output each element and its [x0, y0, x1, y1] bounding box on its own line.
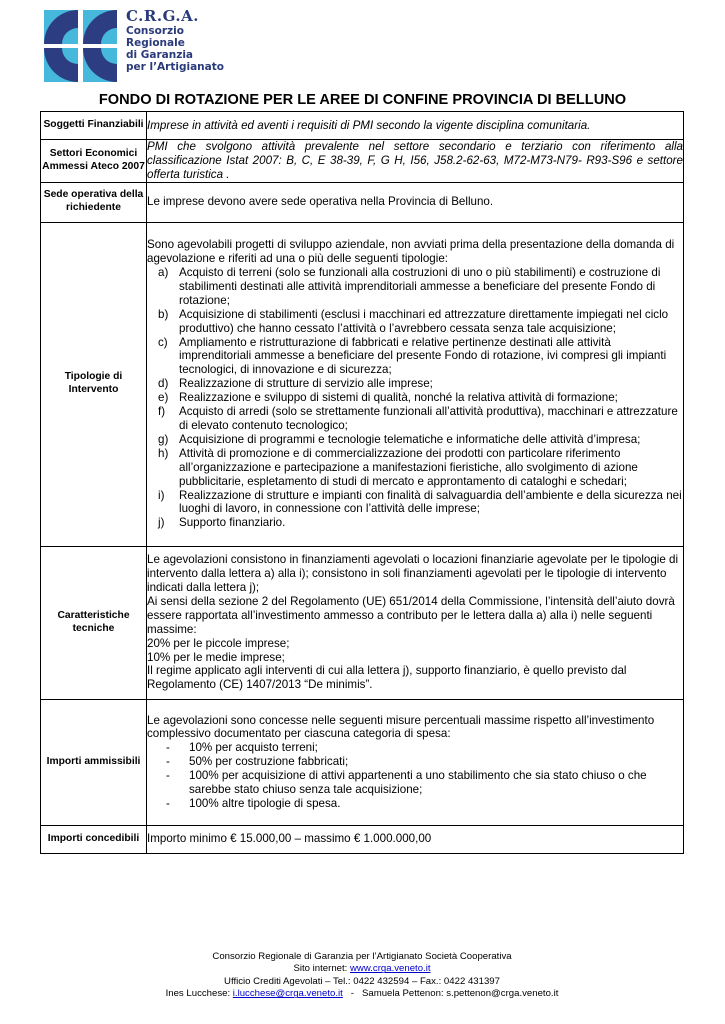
list-item	[147, 516, 683, 530]
row-label: Sede operativa della richiedente	[41, 182, 147, 222]
table-row	[41, 140, 684, 183]
paragraph: Le agevolazioni consistono in finanziamenti agevolati o locazioni finanziarie agevolate per le tipologie di intervento dalla lettera a) alla i); consistono in soli finanziamenti agevolati per le tipologie di intervento indicati dalla lettera j);	[147, 553, 679, 594]
table-row	[41, 546, 684, 699]
table-row	[41, 182, 684, 222]
soggetti-text: Imprese in attività ed aventi i requisiti di PMI secondo la vigente disciplina comunitaria.	[147, 112, 684, 140]
list-item-text: 10% per acquisto terreni;	[189, 741, 318, 755]
footer-website	[40, 963, 684, 975]
list-item-text: Acquisto di terreni (solo se funzionali alla costruzioni di uno o più stabilimenti) e costruzione di stabilimenti destinati alle attività imprenditoriali ammesse a beneficiare del presente Fondo di rotazione;	[179, 266, 661, 307]
website-link[interactable]: www.crga.veneto.it	[350, 963, 431, 975]
table-row	[41, 222, 684, 546]
paragraph: Ai sensi della sezione 2 del Regolamento (UE) 651/2014 della Commissione, l’intensità dell’aiuto dovrà essere rapportata all’investimento ammesso a contributo per le lettera dalla a) alla i) nelle seguenti massime:	[147, 594, 675, 636]
footer-people	[40, 988, 684, 1000]
tipologie-intro: Sono agevolabili progetti di sviluppo aziendale, non avviati prima della presentazione della domanda di agevolazione e riferiti ad una o più delle seguenti tipologie:	[147, 238, 675, 266]
footer-person-prefix: Ines Lucchese:	[165, 988, 233, 1000]
list-item-text: Realizzazione di strutture di servizio alle imprese;	[179, 377, 433, 391]
list-marker: -	[166, 741, 170, 755]
list-marker: -	[166, 796, 170, 810]
list-item	[147, 741, 683, 755]
logo-line: di Garanzia	[126, 49, 194, 62]
list-item	[147, 433, 683, 447]
caratteristiche-content	[147, 546, 684, 699]
list-marker: a)	[158, 266, 169, 280]
list-marker: i)	[158, 488, 165, 502]
logo-line: Regionale	[126, 37, 185, 50]
settori-text: PMI che svolgono attività prevalente nel settore secondario e terziario con riferimento alla classificazione Istat 2007: B, C, E 38-39, F, G H, I56, J58.2-62-63, M72-M73-N79- R93-S96 e settore offerta turistica .	[147, 140, 683, 181]
list-item-text: Acquisizione di stabilimenti (esclusi i macchinari ed attrezzature direttamente impiegati nel ciclo produttivo) che hanno cessato l’attività o l’avrebbero cessata senza tale acquisizione;	[179, 307, 669, 335]
footer-website-prefix: Sito internet:	[293, 963, 350, 975]
row-label: Importi ammissibili	[41, 699, 147, 825]
importi-concedibili-text: Importo minimo € 15.000,00 – massimo € 1.000.000,00	[147, 825, 684, 853]
table-row	[41, 699, 684, 825]
list-item	[147, 489, 683, 517]
list-marker: f)	[158, 405, 166, 419]
list-item-text: 100% altre tipologie di spesa.	[189, 796, 341, 810]
list-marker: b)	[158, 307, 169, 321]
row-label: Importi concedibili	[41, 825, 147, 853]
list-item-text: 50% per costruzione fabbricati;	[189, 755, 349, 769]
row-label: Settori Economici Ammessi Ateco 2007	[41, 140, 147, 183]
list-item	[147, 447, 683, 489]
sede-text: Le imprese devono avere sede operativa nella Provincia di Belluno.	[147, 182, 684, 222]
row-label: Tipologie di Intervento	[41, 222, 147, 546]
list-item	[147, 769, 683, 797]
list-item-text: Realizzazione e sviluppo di sistemi di qualità, nonché la relativa attività di formazione;	[179, 391, 618, 405]
logo-line: per l’Artigianato	[126, 61, 224, 74]
table-row	[41, 825, 684, 853]
list-marker: d)	[158, 377, 169, 391]
list-item-text: 100% per acquisizione di attivi appartenenti a uno stabilimento che sia stato chiuso o che sarebbe stato chiuso senza tale acquisizione;	[189, 769, 647, 797]
logo-line: Consorzio	[126, 25, 184, 38]
list-item-text: Ampliamento e ristrutturazione di fabbricati e relative pertinenze destinati alle attività imprenditoriali ammesse a beneficiare del presente Fondo di rotazione, ivi compresi gli impianti tecnologici, di innovazione e di sicurezza;	[179, 335, 667, 377]
list-marker: j)	[158, 516, 165, 530]
list-marker: -	[166, 755, 170, 769]
list-item-text: Attività di promozione e di commercializzazione dei prodotti con particolare riferimento all’organizzazione e partecipazione a manifestazioni fieristiche, allo svolgimento di azione pubblicitarie, espletamento di studi di mercato e approntamento di cataloghi e schedari;	[179, 446, 638, 488]
logo-title: C.R.G.A.	[126, 7, 199, 25]
footer-contacts: Ufficio Crediti Agevolati – Tel.: 0422 432594 – Fax.: 0422 431397	[224, 975, 500, 987]
logo-text	[126, 8, 224, 74]
importi-ammissibili-content	[147, 699, 684, 825]
list-item-text: Acquisizione di programmi e tecnologie telematiche e informatiche delle attività d’impresa;	[179, 432, 641, 446]
crga-logo-mark-icon	[42, 8, 120, 84]
footer	[40, 951, 684, 1001]
logo	[42, 8, 232, 84]
importi-intro: Le agevolazioni sono concesse nelle seguenti misure percentuali massime rispetto all’investimento complessivo documentato per ciascuna categoria di spesa:	[147, 713, 655, 741]
tipologie-list	[147, 266, 683, 530]
footer-person-suffix: - Samuela Pettenon: s.pettenon@crga.veneto.it	[342, 988, 559, 1000]
document-title: FONDO DI ROTAZIONE PER LE AREE DI CONFINE PROVINCIA DI BELLUNO	[98, 92, 627, 108]
list-item	[147, 797, 683, 811]
paragraph: 10% per le medie imprese;	[147, 650, 285, 664]
email-link[interactable]: i.lucchese@crga.veneto.it	[232, 988, 343, 1000]
row-label: Soggetti Finanziabili	[41, 112, 147, 140]
list-item	[147, 377, 683, 391]
list-marker: -	[166, 769, 170, 783]
list-item	[147, 391, 683, 405]
table-row	[41, 112, 684, 140]
list-item-text: Acquisto di arredi (solo se strettamente funzionali all’attività produttiva), macchinari e attrezzature di elevato contenuto tecnologico;	[179, 405, 678, 432]
list-marker: g)	[158, 432, 169, 446]
tipologie-content	[147, 222, 684, 546]
list-item-text: Realizzazione di strutture e impianti con finalità di salvaguardia dell’ambiente e della sicurezza nei luoghi di lavoro, in connessione con l’attività delle imprese;	[179, 488, 682, 516]
list-marker: h)	[158, 446, 169, 460]
list-marker: c)	[158, 335, 168, 349]
info-table	[40, 111, 684, 854]
list-item	[147, 405, 683, 433]
list-item	[147, 266, 683, 308]
list-item	[147, 308, 683, 336]
list-item	[147, 336, 683, 378]
row-label: Caratteristiche tecniche	[41, 546, 147, 699]
paragraph: Il regime applicato agli interventi di cui alla lettera j), supporto finanziario, è quello previsto dal Regolamento (CE) 1407/2013 “De minimis”.	[147, 664, 627, 692]
paragraph: 20% per le piccole imprese;	[147, 636, 290, 650]
footer-company: Consorzio Regionale di Garanzia per l’Artigianato Società Cooperativa	[212, 951, 512, 962]
list-item	[147, 755, 683, 769]
importi-list	[147, 741, 683, 811]
list-item-text: Supporto finanziario.	[179, 516, 286, 530]
list-marker: e)	[158, 391, 169, 405]
